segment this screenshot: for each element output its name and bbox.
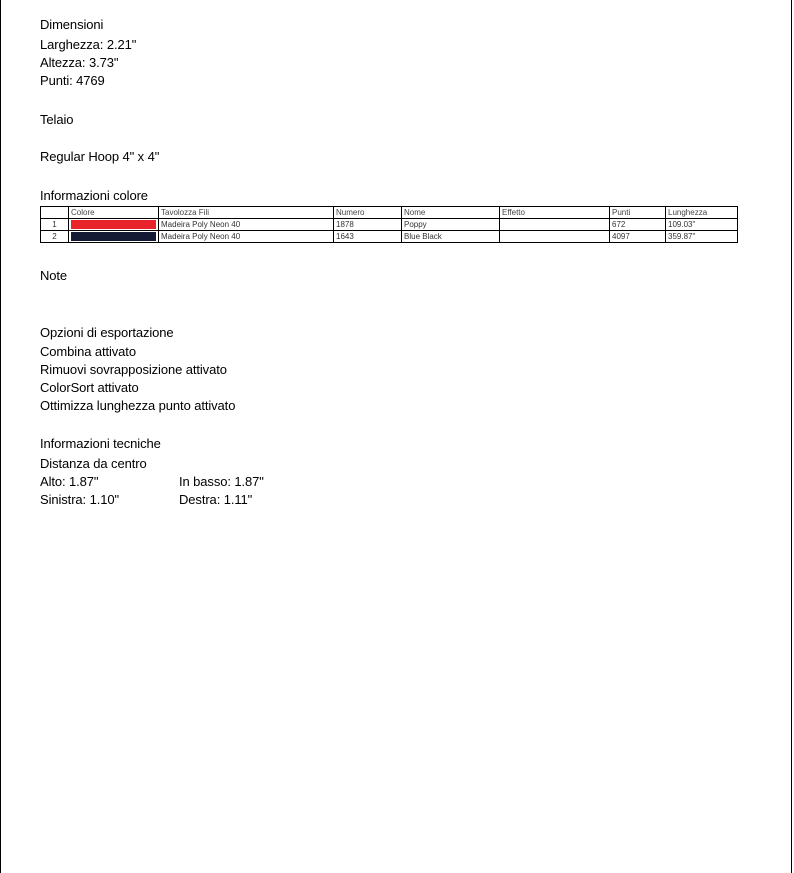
column-header-number: Numero xyxy=(334,207,402,219)
distance-bottom: In basso: 1.87" xyxy=(179,474,264,489)
row-palette: Madeira Poly Neon 40 xyxy=(159,219,334,231)
color-swatch-cell xyxy=(69,231,159,243)
dimensions-heading: Dimensioni xyxy=(40,17,104,32)
color-info-heading: Informazioni colore xyxy=(40,188,148,203)
dimension-width: Larghezza: 2.21" xyxy=(40,37,137,52)
export-options-heading: Opzioni di esportazione xyxy=(40,325,174,340)
row-length: 109.03" xyxy=(666,219,738,231)
row-name: Poppy xyxy=(402,219,500,231)
export-option-item: Combina attivato xyxy=(40,344,136,359)
export-option-item: ColorSort attivato xyxy=(40,380,139,395)
row-name: Blue Black xyxy=(402,231,500,243)
row-index: 2 xyxy=(41,231,69,243)
column-header-stitches: Punti xyxy=(610,207,666,219)
table-row xyxy=(41,219,738,231)
dimension-stitches: Punti: 4769 xyxy=(40,73,105,88)
column-header-length: Lunghezza xyxy=(666,207,738,219)
distance-right: Destra: 1.11" xyxy=(179,492,253,507)
row-stitches: 4097 xyxy=(610,231,666,243)
color-swatch xyxy=(71,232,156,241)
column-header-name: Nome xyxy=(402,207,500,219)
row-palette: Madeira Poly Neon 40 xyxy=(159,231,334,243)
distance-left: Sinistra: 1.10" xyxy=(40,492,119,507)
table-row xyxy=(41,231,738,243)
row-effect xyxy=(500,219,610,231)
hoop-heading: Telaio xyxy=(40,112,74,127)
color-swatch-cell xyxy=(69,219,159,231)
column-header-color: Colore xyxy=(69,207,159,219)
technical-heading: Informazioni tecniche xyxy=(40,436,161,451)
notes-heading: Note xyxy=(40,268,68,283)
row-index: 1 xyxy=(41,219,69,231)
export-option-item: Ottimizza lunghezza punto attivato xyxy=(40,398,236,413)
table-header-row xyxy=(41,207,738,219)
distance-top: Alto: 1.87" xyxy=(40,474,99,489)
distance-from-center-label: Distanza da centro xyxy=(40,456,147,471)
column-header-index xyxy=(41,207,69,219)
color-table xyxy=(40,206,738,243)
row-stitches: 672 xyxy=(610,219,666,231)
row-length: 359.87" xyxy=(666,231,738,243)
color-swatch xyxy=(71,220,156,229)
row-effect xyxy=(500,231,610,243)
dimension-height: Altezza: 3.73" xyxy=(40,55,119,70)
column-header-effect: Effetto xyxy=(500,207,610,219)
hoop-value: Regular Hoop 4" x 4" xyxy=(40,149,160,164)
row-number: 1643 xyxy=(334,231,402,243)
export-option-item: Rimuovi sovrapposizione attivato xyxy=(40,362,227,377)
column-header-palette: Tavolozza Fili xyxy=(159,207,334,219)
row-number: 1878 xyxy=(334,219,402,231)
